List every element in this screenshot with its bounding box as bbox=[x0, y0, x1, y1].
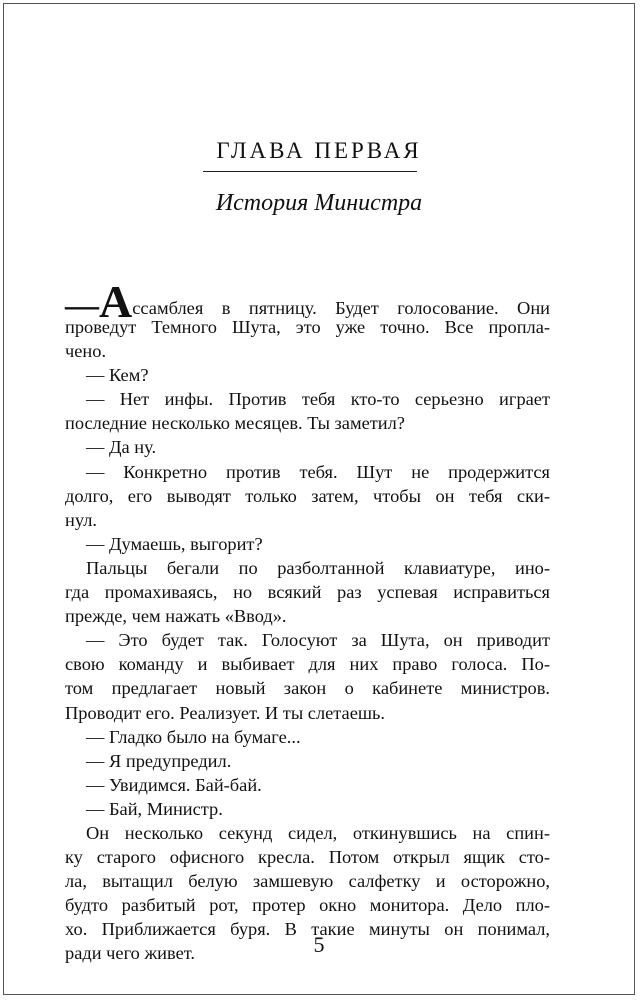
text-line: — Бай, Министр. bbox=[86, 798, 223, 819]
text-line: — Увидимся. Бай-бай. bbox=[86, 774, 262, 795]
text-line: ради чего живет. bbox=[65, 943, 195, 964]
chapter-title: ГЛАВА ПЕРВАЯ bbox=[216, 138, 422, 163]
body-text bbox=[65, 276, 550, 966]
text-line-content: ссамблея в пятницу. Будет голосование. Они bbox=[132, 298, 550, 318]
text-line: Пальцы бегали по разболтанной клавиатуре, ино- bbox=[86, 557, 550, 578]
chapter-title-rule bbox=[203, 171, 417, 172]
text-line: свою команду и выбивает для них право голоса. По- bbox=[65, 654, 550, 675]
text-line: том предлагает новый закон о кабинете министров. bbox=[65, 678, 550, 699]
page-number: 5 bbox=[313, 932, 325, 957]
dropcap-letter: А bbox=[99, 276, 133, 327]
text-line: гда промахиваясь, но всякий раз успевая исправиться bbox=[65, 582, 550, 603]
text-line: прежде, чем нажать «Ввод». bbox=[65, 606, 287, 627]
text-line: будто разбитый рот, протер окно монитора. Дело пло- bbox=[65, 895, 550, 916]
text-line: — Да ну. bbox=[86, 437, 157, 458]
text-line: ла, вытащил белую замшевую салфетку и осторожно, bbox=[65, 871, 550, 892]
book-page bbox=[3, 3, 635, 995]
text-line: — Нет инфы. Против тебя кто-то серьезно играет bbox=[86, 389, 550, 410]
text-line: нул. bbox=[65, 509, 98, 530]
text-line: ку старого офисного кресла. Потом открыл ящик сто- bbox=[65, 847, 550, 868]
text-line: Он несколько секунд сидел, откинувшись на спин- bbox=[86, 822, 550, 843]
text-line: проведут Темного Шута, это уже точно. Все пропла- bbox=[65, 317, 550, 337]
text-line: последние несколько месяцев. Ты заметил? bbox=[65, 413, 405, 434]
text-line: — Кем? bbox=[86, 365, 149, 386]
text-line: хо. Приближается буря. В такие минуты он понимал, bbox=[65, 919, 550, 940]
text-line: — Это будет так. Голосуют за Шута, он приводит bbox=[86, 630, 550, 651]
dropcap-dash: — bbox=[65, 287, 99, 324]
text-line: — Гладко было на бумаге... bbox=[86, 726, 301, 747]
text-line: Проводит его. Реализует. И ты слетаешь. bbox=[65, 702, 386, 723]
text-line: — Думаешь, выгорит? bbox=[86, 533, 263, 554]
text-line: чено. bbox=[65, 341, 107, 362]
text-line: долго, его выводят только затем, чтобы он тебя ски- bbox=[65, 485, 550, 506]
text-line: — Я предупредил. bbox=[86, 750, 232, 771]
chapter-subtitle: История Министра bbox=[215, 190, 423, 216]
text-line: — Конкретно против тебя. Шут не продержится bbox=[86, 461, 550, 482]
